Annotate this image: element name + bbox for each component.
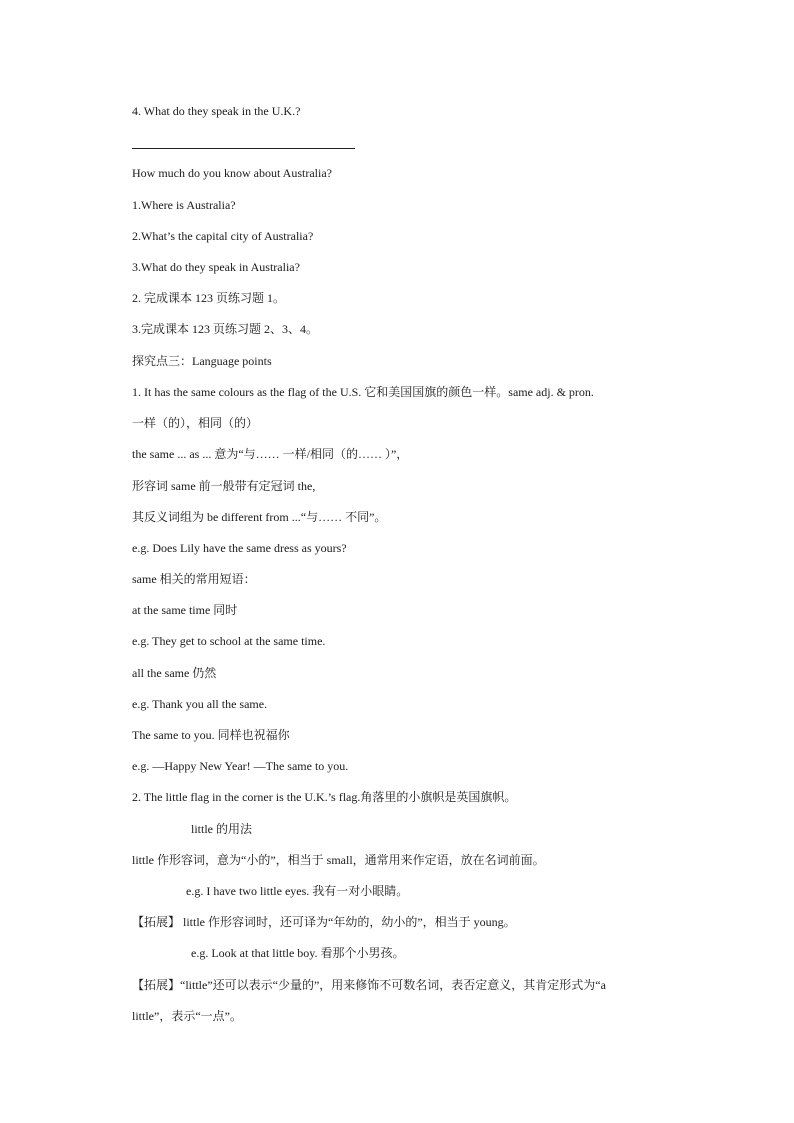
question-capital-australia: 2.What’s the capital city of Australia?: [132, 229, 314, 243]
same-article-note: 形容词 same 前一般带有定冠词 the,: [132, 479, 316, 493]
example-same-time: e.g. They get to school at the same time.: [132, 634, 326, 648]
extension-little-young: 【拓展】 little 作形容词时，还可译为“年幼的，幼小的”，相当于 young。: [132, 915, 516, 929]
exercise-instruction-1: 2. 完成课本 123 页练习题 1。: [132, 291, 286, 305]
answer-blank-line: [132, 148, 355, 149]
little-definition: little 作形容词，意为“小的”，相当于 small，通常用来作定语，放在名词前面。: [132, 853, 545, 867]
question-uk-language: 4. What do they speak in the U.K.?: [132, 104, 301, 118]
exercise-instruction-2: 3.完成课本 123 页练习题 2、3、4。: [132, 322, 319, 336]
extension-little-quantity-cont: little”，表示“一点”。: [132, 1009, 242, 1023]
point-2-sentence: 2. The little flag in the corner is the U.K.’s flag.角落里的小旗帜是英国旗帜。: [132, 790, 517, 804]
point-1-sentence: 1. It has the same colours as the flag of the U.S. 它和美国国旗的颜色一样。same adj. & pron.: [132, 385, 594, 399]
example-little-eyes: e.g. I have two little eyes. 我有一对小眼睛。: [186, 884, 409, 898]
extension-little-quantity: 【拓展】“little”还可以表示“少量的”，用来修饰不可数名词，表否定意义，其肯定形式为“a: [132, 978, 606, 992]
question-speak-australia: 3.What do they speak in Australia?: [132, 260, 300, 274]
the-same-as-phrase: the same ... as ... 意为“与…… 一样/相同（的…… ）”，: [132, 447, 409, 461]
example-all-the-same: e.g. Thank you all the same.: [132, 697, 268, 711]
example-happy-new-year: e.g. —Happy New Year! —The same to you.: [132, 759, 349, 773]
australia-heading: How much do you know about Australia?: [132, 166, 332, 180]
phrase-all-the-same: all the same 仍然: [132, 666, 217, 680]
same-antonym-note: 其反义词组为 be different from ...“与…… 不同”。: [132, 510, 387, 524]
example-same-dress: e.g. Does Lily have the same dress as yours?: [132, 541, 347, 555]
example-little-boy: e.g. Look at that little boy. 看那个小男孩。: [191, 946, 405, 960]
section-heading-language-points: 探究点三：Language points: [132, 354, 272, 368]
point-1-definition: 一样（的），相同（的）: [132, 416, 259, 430]
same-phrases-heading: same 相关的常用短语：: [132, 572, 256, 586]
little-usage-heading: little 的用法: [191, 822, 252, 836]
phrase-same-to-you: The same to you. 同样也祝福你: [132, 728, 290, 742]
phrase-at-the-same-time: at the same time 同时: [132, 603, 238, 617]
question-where-australia: 1.Where is Australia?: [132, 198, 236, 212]
